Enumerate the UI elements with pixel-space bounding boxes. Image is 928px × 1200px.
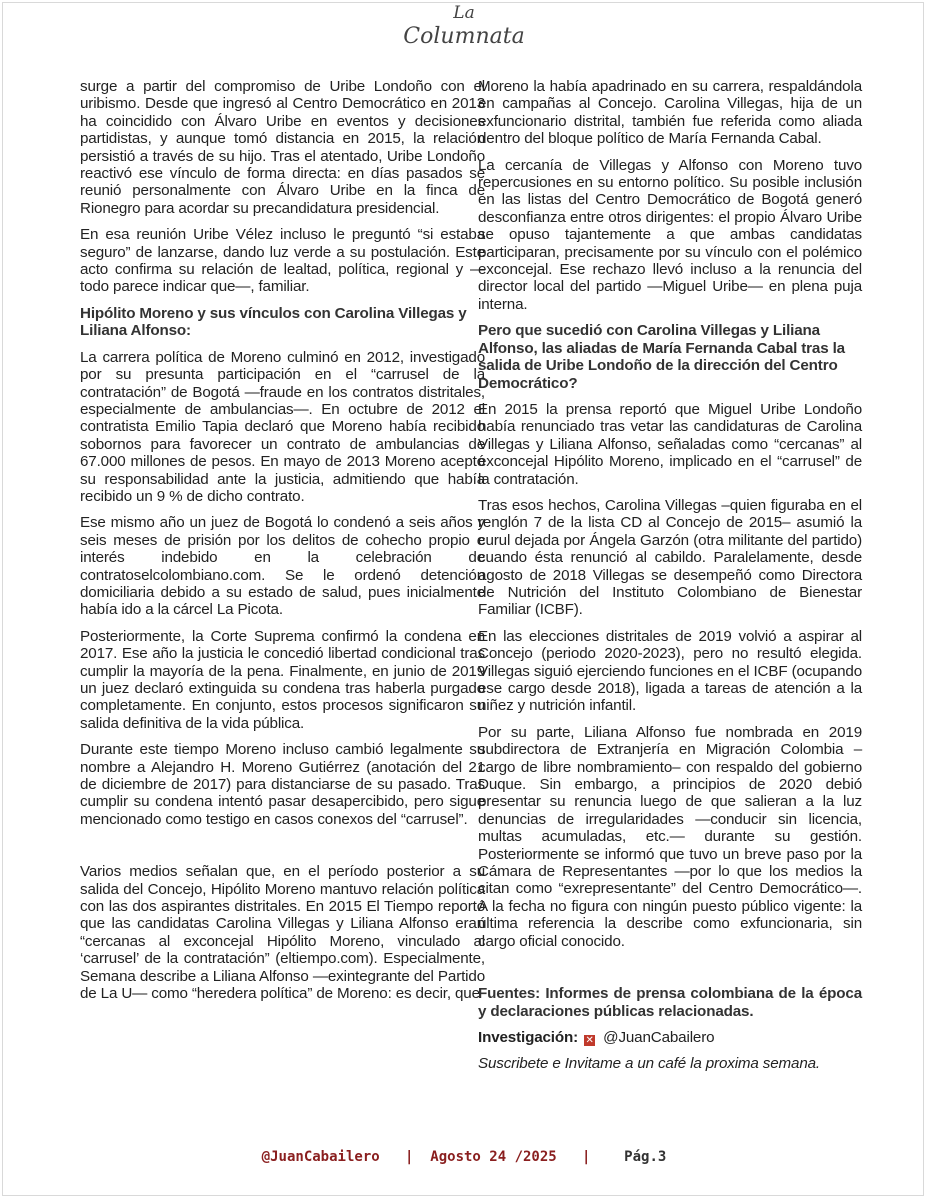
- masthead-la: La: [453, 3, 475, 23]
- right-paragraph-2: La cercanía de Villegas y Alfonso con Moreno tuvo repercusiones en su entorno político. Su posible inclusión en las listas del Centro Democrático de Bogotá generó desconfianza entre otros dirigentes: el propio Álvaro Uribe se opuso tajantemente a que ambas candidatas participaran, precisamente por su vínculo con el polémico exconcejal. Ese rechazo llevó incluso a la renuncia del director local del partido —Miguel Uribe— en plena puja interna.: [478, 156, 862, 313]
- left-paragraph-7: Varios medios señalan que, en el período posterior a su salida del Concejo, Hipólito Moreno mantuvo relación política con las dos aspirantes distritales. En 2015 El Tiempo reportó que las candidatas Carolina Villegas y Liliana Alfonso eran “cercanas al exconcejal Hipólito Moreno, vinculado al ‘carrusel’ de la contratación” (eltiempo.com). Especialmente, Semana describe a Liliana Alfonso —exintegrante del Partido de La U— como “heredera política” de Moreno: es decir, que: [80, 863, 485, 1003]
- left-paragraph-1: surge a partir del compromiso de Uribe Londoño con el uribismo. Desde que ingresó al Centro Democrático en 2013 ha coincidido con Álvaro Uribe en eventos y decisiones partidistas, y aunque tomó distancia en 2015, la relación persistió a través de su hijo. Tras el atentado, Uribe Londoño reactivó ese vínculo de forma directa: en días pasados se reunió personalmente con Álvaro Uribe en la finca de Rionegro para acordar su precandidatura presidencial.: [80, 78, 485, 217]
- footer-separator-2: |: [582, 1149, 591, 1165]
- x-logo-icon: ✕: [585, 1034, 594, 1046]
- left-paragraph-5: Posteriormente, la Corte Suprema confirmó la condena en 2017. Ese año la justicia le concedió libertad condicional tras cumplir la mayoría de la pena. Finalmente, en junio de 2019 un juez declaró extinguida su condena tras haberla purgado completamente. En conjunto, estos procesos significaron su salida definitiva de la vida pública.: [80, 627, 485, 732]
- footer-separator-1: |: [404, 1149, 414, 1165]
- left-paragraph-4: Ese mismo año un juez de Bogotá lo condenó a seis años y seis meses de prisión por los delitos de cohecho propio e interés indebido en la celebración de contratoselcolombiano.com. Se le ordenó detención domiciliaria debido a su estado de salud, pues inicialmente había ido a la cárcel La Picota.: [80, 514, 485, 619]
- left-spacer: [80, 837, 485, 863]
- left-column: [80, 78, 485, 1012]
- footer-handle[interactable]: @JuanCabailero: [261, 1149, 380, 1165]
- left-paragraph-6: Durante este tiempo Moreno incluso cambió legalmente su nombre a Alejandro H. Moreno Gutiérrez (anotación del 21 de diciembre de 2017) para distanciarse de su pasado. Tras cumplir su condena intentó pasar desapercibido, pero sigue mencionado como testigo en casos conexos del “carrusel”.: [80, 741, 485, 828]
- page-footer: [0, 1149, 928, 1165]
- masthead: [0, 4, 928, 49]
- left-paragraph-2: En esa reunión Uribe Vélez incluso le preguntó “si estaba seguro” de lanzarse, dando luz verde a su postulación. Este acto confirma su relación de lealtad, política, regional y —todo parece indicar que—, familiar.: [80, 226, 485, 296]
- right-paragraph-6: Por su parte, Liliana Alfonso fue nombrada en 2019 subdirectora de Extranjería en Migración Colombia –cargo de libre nombramiento– con respaldo del gobierno Duque. Sin embargo, a principios de 2020 debió presentar su renuncia luego de que salieran a la luz denuncias de irregularidades —conducir sin licencia, multas acumuladas, etc.— durante su gestión. Posteriormente se informó que tuvo un breve paso por la Cámara de Representantes —por lo que los medios la citan como “exrepresentante” del Centro Democrático—. A la fecha no figura con ningún puesto público vigente: la última referencia la describe como exfuncionaria, sin cargo oficial conocido.: [478, 723, 862, 950]
- invite-line: Suscribete e Invitame a un café la proxima semana.: [478, 1055, 820, 1073]
- credit-label: Investigación:: [478, 1028, 579, 1046]
- right-heading-question: Pero que sucedió con Carolina Villegas y Liliana Alfonso, las aliadas de María Fernanda Cabal tras la salida de Uribe Londoño de la dirección del Centro Democrático?: [478, 322, 845, 392]
- left-paragraph-3: La carrera política de Moreno culminó en 2012, investigado por su presunta participación en el “carrusel de la contratación” de Bogotá —fraude en los contratos distritales, especialmente de ambulancias—. En octubre de 2012 el contratista Emilio Tapia declaró que Moreno había recibido sobornos para favorecer un contrato de ambulancias de 67.000 millones de pesos. En mayo de 2013 Moreno aceptó su responsabilidad ante la justicia, admitiendo que había recibido un 9 % de dicho contrato.: [80, 348, 485, 505]
- research-credit: [478, 1029, 862, 1046]
- credit-handle[interactable]: @JuanCabailero: [603, 1028, 715, 1046]
- sources-note: Fuentes: Informes de prensa colombiana de la época y declaraciones públicas relacionadas.: [478, 985, 862, 1020]
- right-spacer: [478, 959, 862, 985]
- right-paragraph-1: Moreno la había apadrinado en su carrera, respaldándola en campañas al Concejo. Carolina Villegas, hija de un exfuncionario distrital, también fue referida como aliada dentro del bloque político de María Fernanda Cabal.: [478, 78, 862, 148]
- right-paragraph-3: En 2015 la prensa reportó que Miguel Uribe Londoño había renunciado tras vetar las candidaturas de Carolina Villegas y Liliana Alfonso, señaladas como “cercanas” al exconcejal Hipólito Moreno, implicado en el “carrusel” de la contratación.: [478, 400, 862, 488]
- footer-page-number: Pág.3: [624, 1149, 667, 1165]
- right-paragraph-5: En las elecciones distritales de 2019 volvió a aspirar al Concejo (periodo 2020-2023), pero no resultó elegida. Villegas siguió ejerciendo funciones en el ICBF (ocupando ese cargo desde 2018), ligada a tareas de atención a la niñez y nutrición infantil.: [478, 627, 862, 715]
- footer-date: Agosto 24 /2025: [430, 1149, 557, 1165]
- right-column: [478, 78, 862, 1082]
- masthead-title: Columnata: [403, 23, 525, 49]
- right-paragraph-4: Tras esos hechos, Carolina Villegas –quien figuraba en el renglón 7 de la lista CD al Concejo de 2015– asumió la curul dejada por Ángela Garzón (otra militante del partido) cuando ésta renunció al cabildo. Paralelamente, desde agosto de 2018 Villegas se desempeñó como Directora de Nutrición del Instituto Colombiano de Bienestar Familiar (ICBF).: [478, 496, 862, 619]
- left-heading-moreno: Hipólito Moreno y sus vínculos con Carolina Villegas y Liliana Alfonso:: [80, 304, 467, 340]
